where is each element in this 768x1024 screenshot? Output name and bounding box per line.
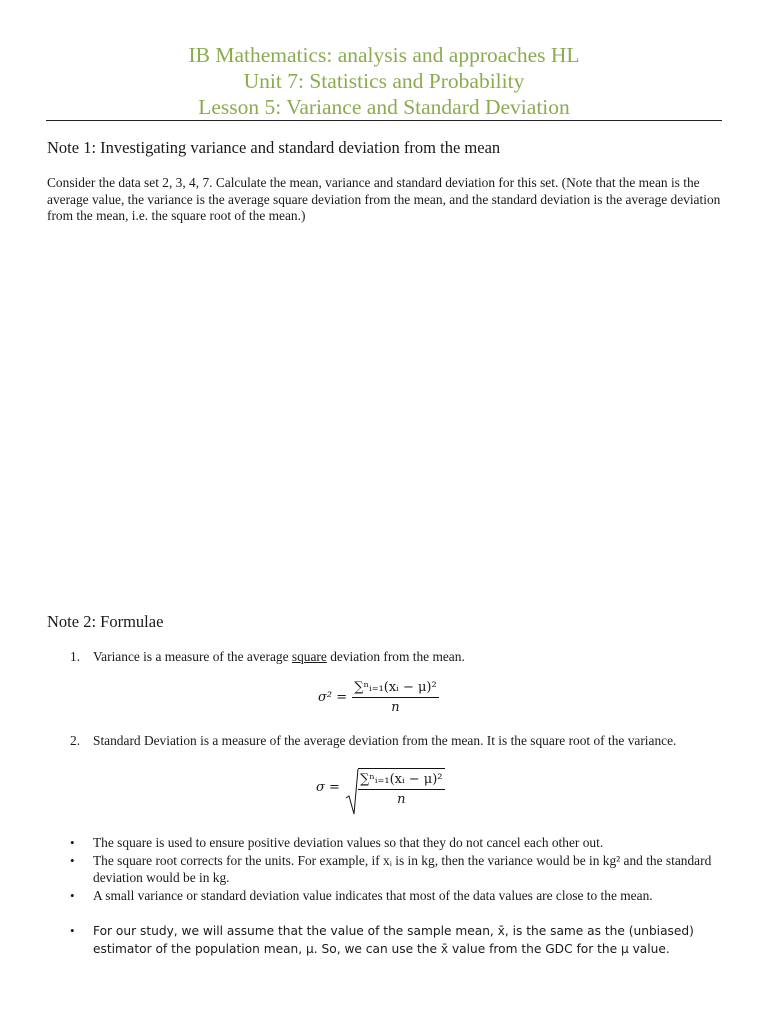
course-title: IB Mathematics: analysis and approaches HL — [188, 43, 580, 67]
item1-text-after: deviation from the mean. — [326, 649, 465, 664]
note1-title: Note 1: Investigating variance and standard deviation from the mean — [47, 138, 501, 157]
note1-body: Consider the data set 2, 3, 4, 7. Calculate the mean, variance and standard deviation for this set. (Note that the mean is the average value, the variance is the average square deviation from the mean, and the standard deviation is the average deviation from the mean, i.e. the square root of the mean.) — [47, 175, 721, 223]
item1-text-before: Variance is a measure of the average — [93, 649, 292, 664]
bullet-dot-icon: • — [70, 888, 75, 903]
bullet-dot-icon: • — [70, 835, 75, 850]
variance-formula — [318, 680, 439, 715]
item2-number: 2. — [70, 733, 81, 748]
header-divider — [46, 120, 722, 121]
std-dev-fraction — [358, 772, 445, 807]
std-dev-numerator: ∑ⁿᵢ₌₁(xᵢ − μ)² — [358, 772, 445, 790]
std-dev-lhs: σ = — [316, 780, 340, 795]
std-dev-formula — [316, 768, 445, 807]
document-header — [0, 42, 768, 120]
bullet-2: The square root corrects for the units. For example, if xᵢ is in kg, then the variance would be in kg² and the standard deviation would be in kg. — [93, 853, 712, 885]
std-dev-denominator: n — [397, 792, 406, 807]
bullet-3: A small variance or standard deviation value indicates that most of the data values are close to the mean. — [93, 888, 653, 903]
item2-text: Standard Deviation is a measure of the average deviation from the mean. It is the square root of the variance. — [93, 733, 677, 748]
item1-text-underlined: square — [291, 649, 327, 664]
variance-numerator: ∑ⁿᵢ₌₁(xᵢ − μ)² — [352, 680, 439, 698]
variance-lhs: σ² = — [318, 690, 348, 705]
variance-fraction — [352, 680, 439, 715]
bullet-dot-icon: • — [70, 923, 75, 938]
bullet-4: For our study, we will assume that the value of the sample mean, x̄, is the same as the (unbiased) estimator of the population mean, μ. So, we can use the x̄ value from the GDC for the μ value. — [93, 924, 694, 956]
bullet-dot-icon: • — [70, 853, 75, 868]
note2-title: Note 2: Formulae — [47, 612, 164, 631]
item1-number: 1. — [70, 649, 81, 664]
variance-denominator: n — [391, 700, 400, 715]
lesson-title: Lesson 5: Variance and Standard Deviation — [198, 95, 570, 119]
radical-sign-icon — [345, 768, 359, 816]
unit-title: Unit 7: Statistics and Probability — [243, 69, 525, 93]
bullet-1: The square is used to ensure positive deviation values so that they do not cancel each other out. — [93, 835, 604, 850]
square-root — [345, 768, 445, 807]
item1-text — [93, 649, 723, 666]
